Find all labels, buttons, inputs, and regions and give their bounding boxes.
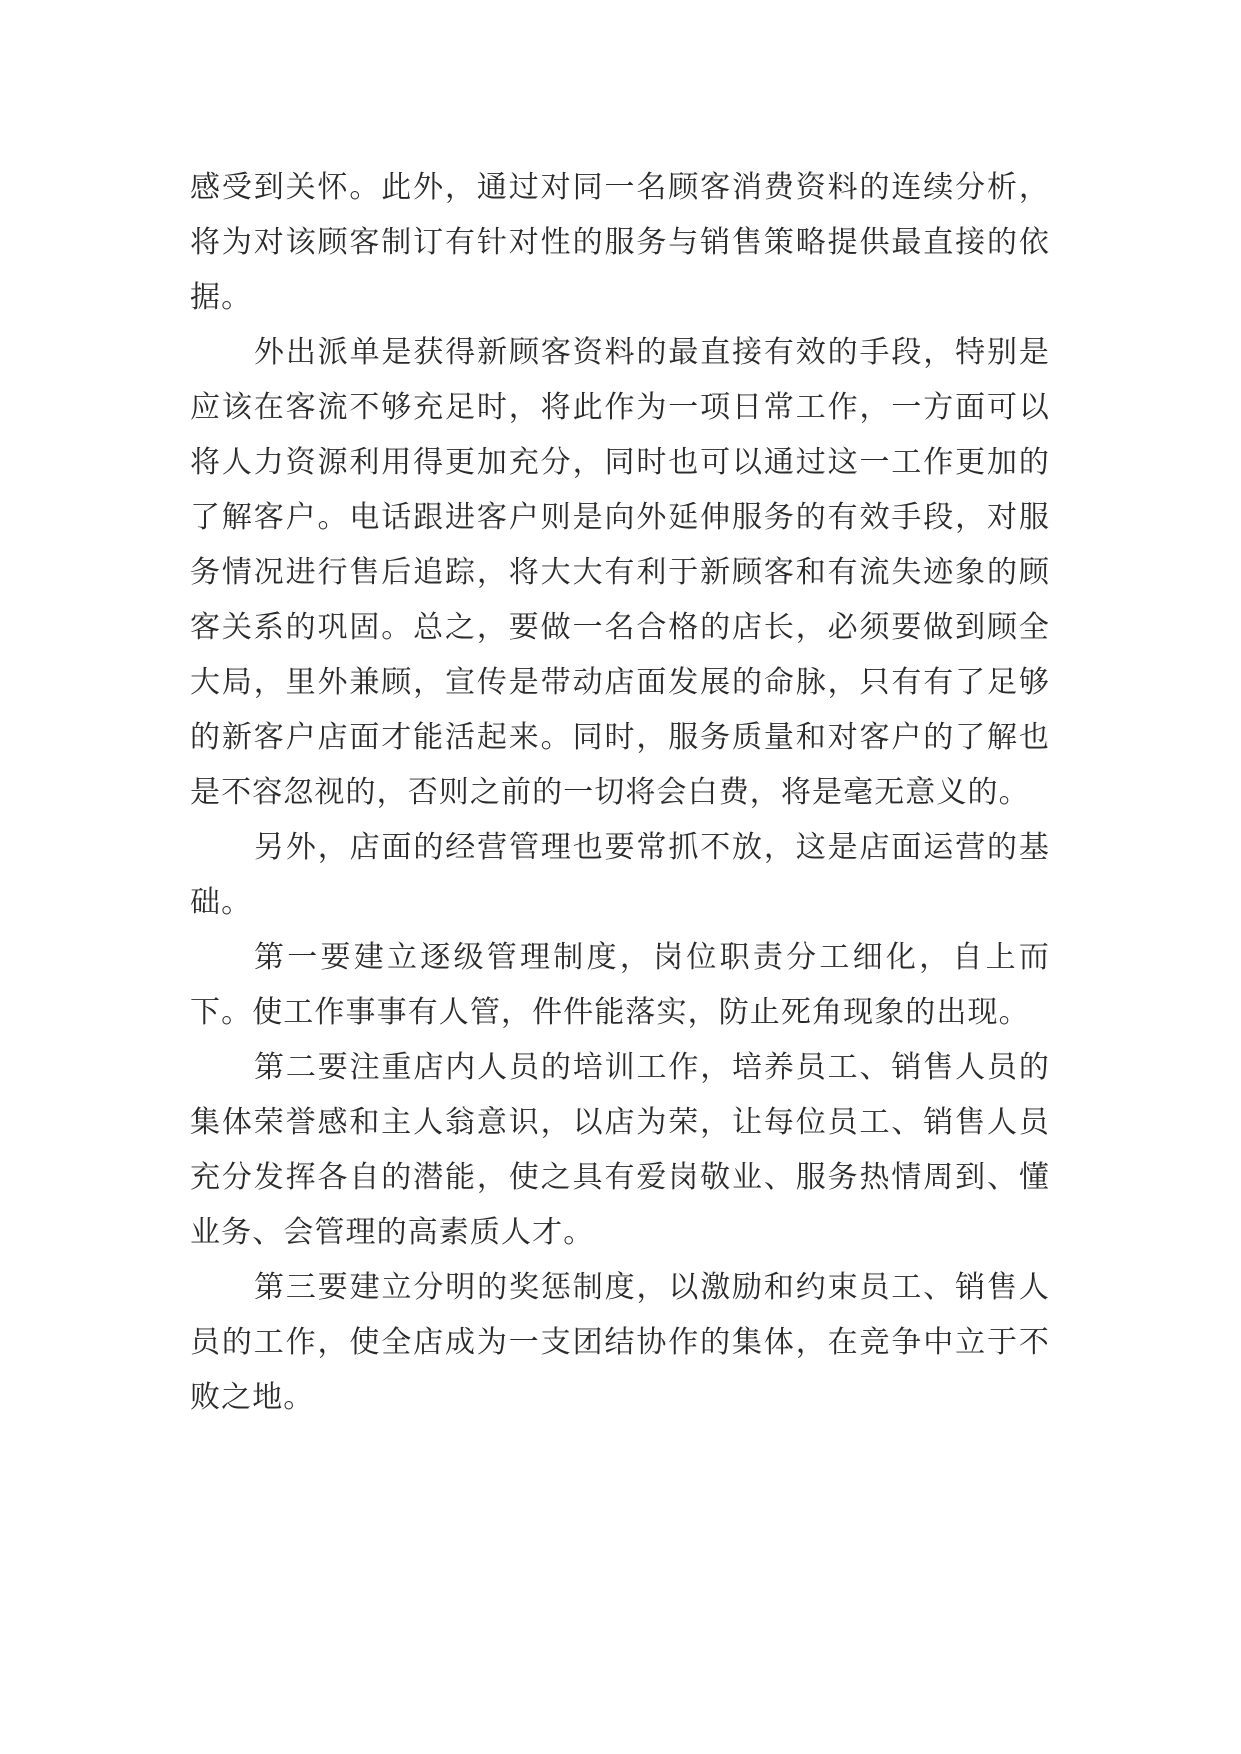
- paragraph-management-intro: 另外，店面的经营管理也要常抓不放，这是店面运营的基础。: [190, 830, 1050, 920]
- paragraph-point-three: 第三要建立分明的奖惩制度，以激励和约束员工、销售人员的工作，使全店成为一支团结协作的集体，在竞争中立于不败之地。: [190, 1270, 1050, 1415]
- paragraph-point-two: 第二要注重店内人员的培训工作，培养员工、销售人员的集体荣誉感和主人翁意识，以店为荣，让每位员工、销售人员充分发挥各自的潜能，使之具有爱岗敬业、服务热情周到、懂业务、会管理的高素质人才。: [190, 1050, 1050, 1250]
- paragraph-continuation: 感受到关怀。此外，通过对同一名顾客消费资料的连续分析，将为对该顾客制订有针对性的服务与销售策略提供最直接的依据。: [190, 170, 1050, 315]
- paragraph-outreach: 外出派单是获得新顾客资料的最直接有效的手段，特别是应该在客流不够充足时，将此作为一项日常工作，一方面可以将人力资源利用得更加充分，同时也可以通过这一工作更加的了解客户。电话跟进客户则是向外延伸服务的有效手段，对服务情况进行售后追踪，将大大有利于新顾客和有流失迹象的顾客关系的巩固。总之，要做一名合格的店长，必须要做到顾全大局，里外兼顾，宣传是带动店面发展的命脉，只有有了足够的新客户店面才能活起来。同时，服务质量和对客户的了解也是不容忽视的，否则之前的一切将会白费，将是毫无意义的。: [190, 335, 1050, 810]
- document-body: [190, 160, 1050, 1425]
- paragraph-point-one: 第一要建立逐级管理制度，岗位职责分工细化，自上而下。使工作事事有人管，件件能落实，防止死角现象的出现。: [190, 940, 1050, 1030]
